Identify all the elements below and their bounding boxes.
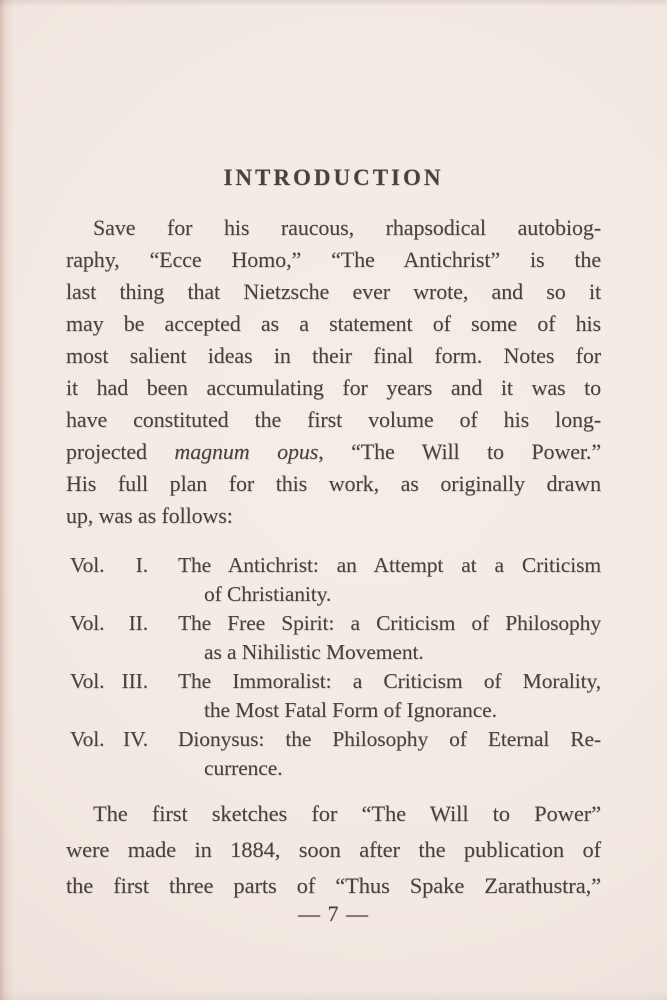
text-line: Save for his raucous, rhapsodical autobiog-: [93, 215, 601, 240]
page-title: INTRODUCTION: [223, 165, 444, 190]
volume-numeral: II.: [128, 611, 148, 635]
volume-numeral: IV.: [123, 727, 148, 751]
volume-label: Vol.: [70, 553, 105, 577]
text-line: The first sketches for “The Will to Power”: [93, 801, 601, 826]
page-edge-shadow-bottom: [0, 990, 667, 1000]
volume-label: Vol.: [70, 727, 105, 751]
list-item: [66, 609, 601, 667]
volume-numeral: III.: [121, 669, 148, 693]
text-line: last thing that Nietzsche ever wrote, and so it: [66, 279, 601, 304]
page-number: — 7 —: [298, 901, 369, 926]
text-line: of Christianity.: [204, 582, 332, 606]
list-item: [66, 551, 601, 609]
text-line: currence.: [204, 756, 283, 780]
text-segment: projected: [66, 439, 175, 464]
text-line: up, was as follows:: [66, 503, 233, 528]
list-item: [66, 725, 601, 783]
intro-paragraph: [66, 212, 601, 532]
text-segment: , “The Will to Power.”: [318, 439, 601, 464]
italic-phrase: magnum opus: [174, 439, 319, 464]
text-line: raphy, “Ecce Homo,” “The Antichrist” is the: [66, 247, 601, 272]
volume-list: [66, 551, 601, 783]
page-edge-shadow-top: [0, 0, 667, 7]
text-line: The Immoralist: a Criticism of Morality,: [178, 669, 601, 693]
text-line: His full plan for this work, as originally drawn: [66, 471, 601, 496]
text-line: were made in 1884, soon after the publication of: [66, 837, 601, 862]
text-line: the first three parts of “Thus Spake Zarathustra,”: [66, 873, 601, 898]
text-line: it had been accumulating for years and it was to: [66, 375, 601, 400]
text-line: Dionysus: the Philosophy of Eternal Re-: [178, 727, 601, 751]
text-line: as a Nihilistic Movement.: [204, 640, 424, 664]
closing-paragraph: [66, 796, 601, 904]
text-line: have constituted the first volume of his long-: [66, 407, 601, 432]
volume-label: Vol.: [70, 669, 105, 693]
text-line: may be accepted as a statement of some of his: [66, 311, 601, 336]
list-item: [66, 667, 601, 725]
volume-label: Vol.: [70, 611, 105, 635]
text-line: The Antichrist: an Attempt at a Criticism: [178, 553, 601, 577]
text-line: [66, 436, 601, 468]
text-line: the Most Fatal Form of Ignorance.: [204, 698, 497, 722]
text-line: most salient ideas in their final form. Notes for: [66, 343, 601, 368]
binding-gutter-shadow: [0, 0, 14, 1000]
text-line: The Free Spirit: a Criticism of Philosophy: [178, 611, 601, 635]
volume-numeral: I.: [135, 553, 148, 577]
